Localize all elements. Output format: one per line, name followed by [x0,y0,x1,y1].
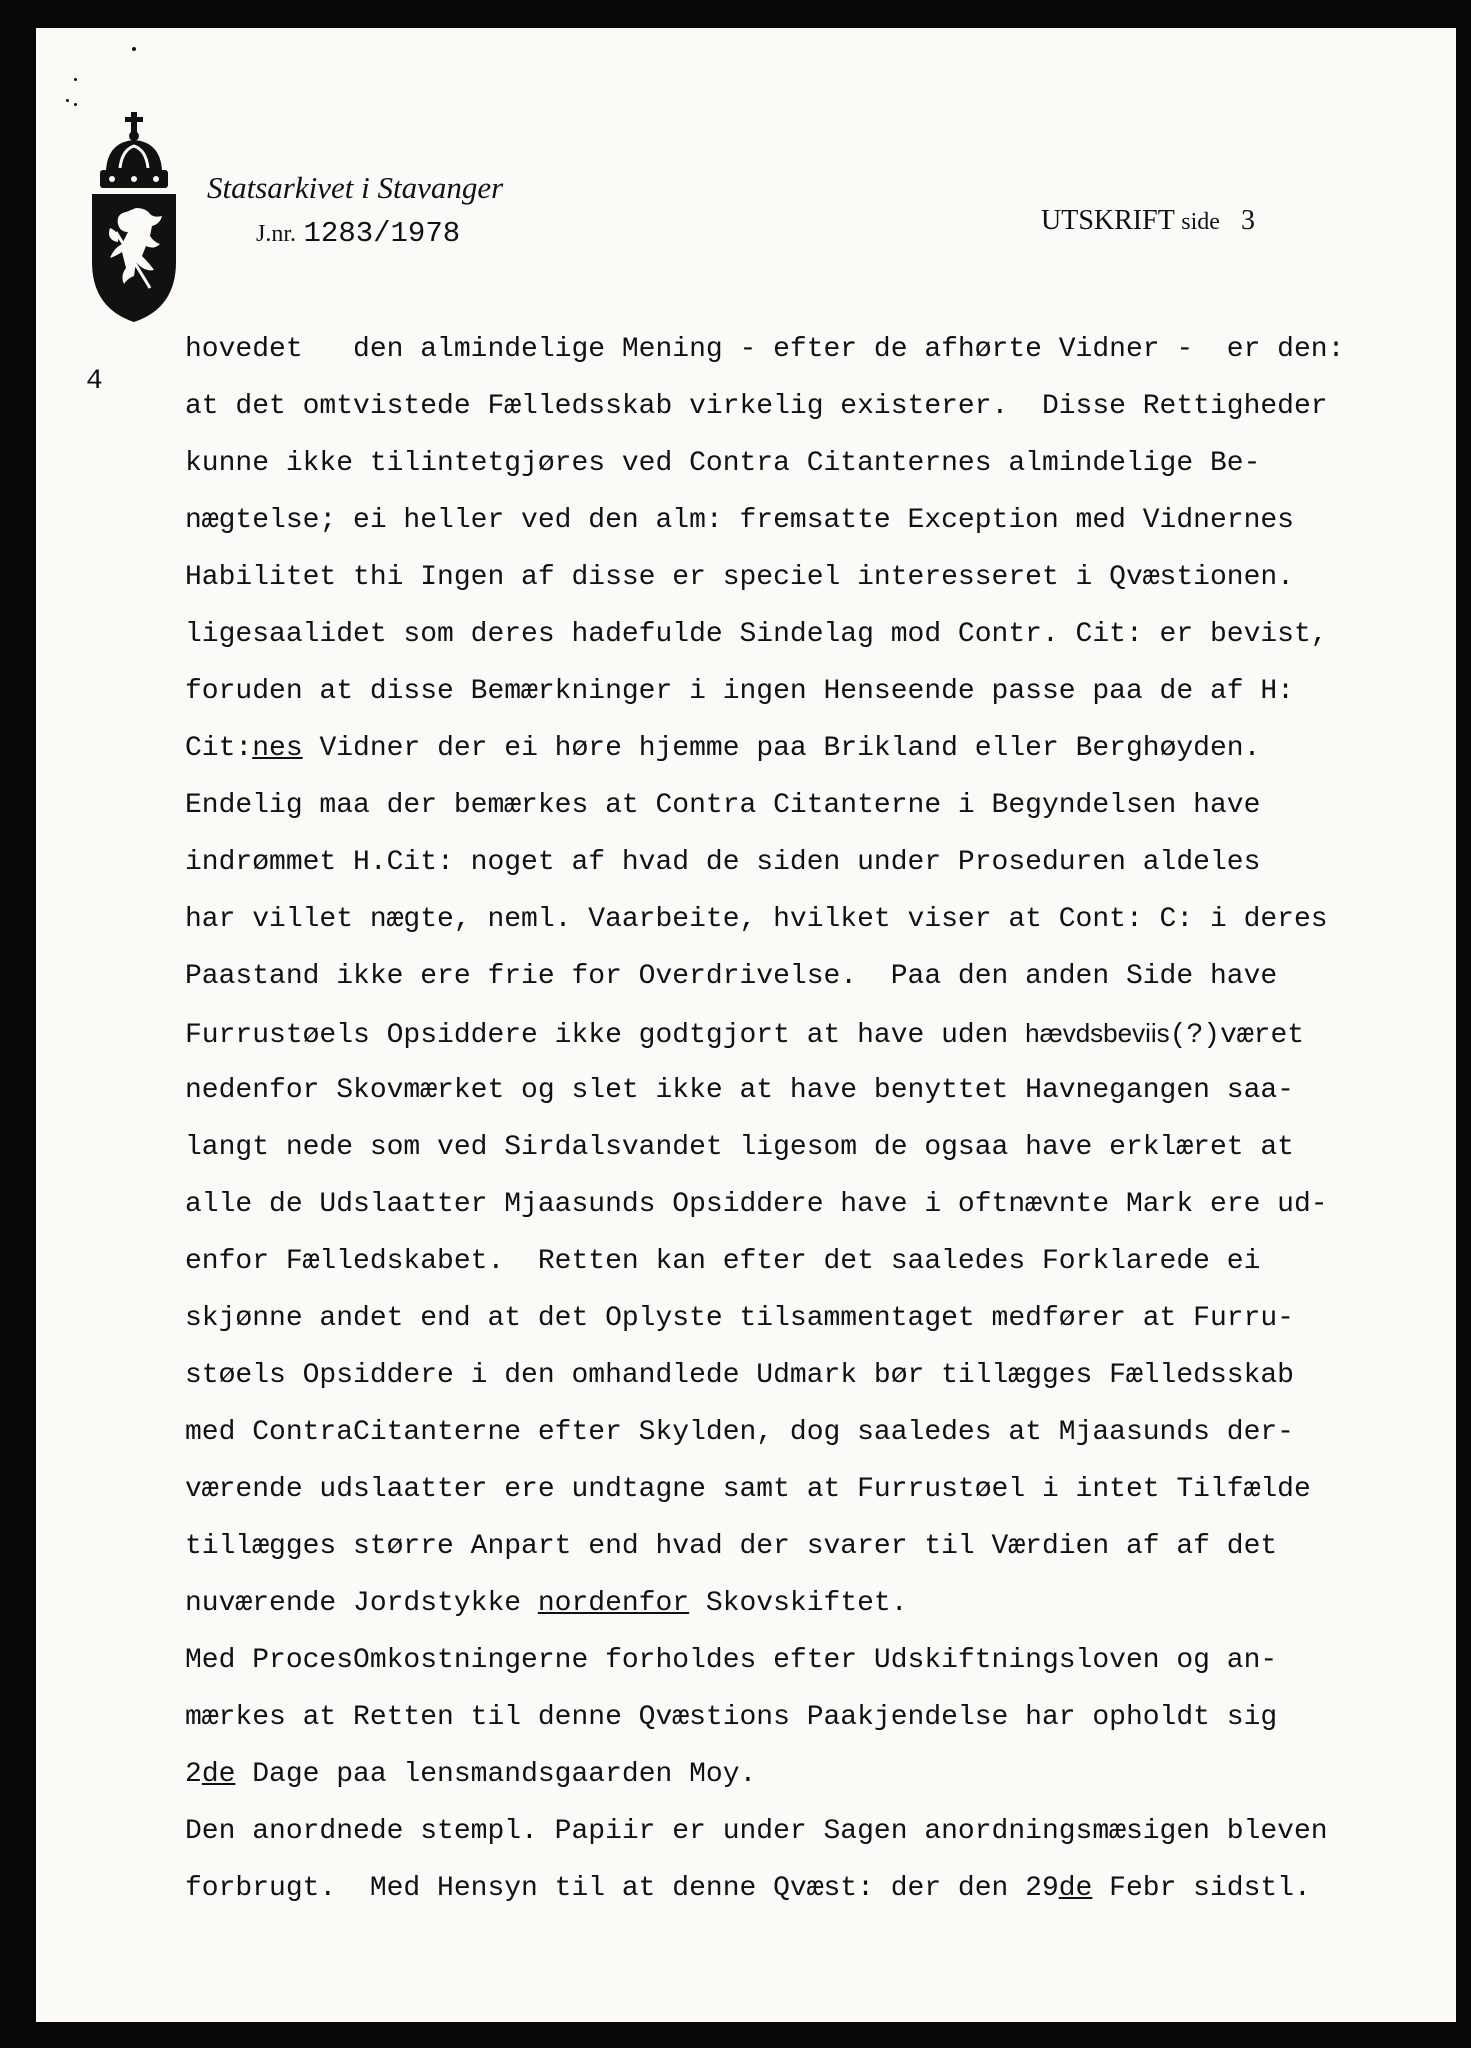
text-line: Endelig maa der bemærkes at Contra Citanterne i Begyndelsen have [185,790,1261,821]
underlined-text: nordenfor [537,1588,690,1619]
text-segment: Skovskiftet. [689,1588,908,1619]
text-line: ligesaalidet som deres hadefulde Sindelag mod Contr. Cit: er bevist, [185,619,1328,650]
text-segment: Dage paa lensmandsgaarden Moy. [235,1759,757,1790]
text-line: at det omtvistede Fælledsskab virkelig existerer. Disse Rettigheder [185,391,1328,422]
text-line: enfor Fælledskabet. Retten kan efter det saaledes Forklarede ei [185,1246,1261,1277]
scan-speck [66,99,69,102]
scan-speck [74,78,77,81]
underlined-text: de [1058,1873,1093,1904]
text-line: foruden at disse Bemærkninger i ingen Henseende passe paa de af H: [185,676,1294,707]
text-line [185,720,1445,777]
text-segment: (?)været [1169,1020,1305,1051]
page-number: 3 [1240,205,1255,236]
text-line: støels Opsiddere i den omhandlede Udmark bør tillægges Fælledsskab [185,1360,1294,1391]
text-line: har villet nægte, neml. Vaarbeite, hvilket viser at Cont: C: i deres [185,904,1328,935]
text-segment: Vidner der ei høre hjemme paa Brikland eller Berghøyden. [302,733,1261,764]
text-line: mærkes at Retten til denne Qvæstions Paakjendelse har opholdt sig [185,1702,1278,1733]
utskrift-label: UTSKRIFT [1041,205,1175,236]
page-header-right [1041,205,1255,237]
text-line: nægtelse; ei heller ved den alm: fremsatte Exception med Vidnernes [185,505,1294,536]
text-line: langt nede som ved Sirdalsvandet ligesom de ogsaa have erklæret at [185,1132,1294,1163]
text-line [185,1005,1445,1062]
journal-number-label: J.nr. [256,221,297,247]
document-page [36,28,1456,2022]
scan-speck [74,103,77,106]
text-segment: 2 [185,1759,202,1790]
text-line [185,1746,1445,1803]
text-line: værende udslaatter ere undtagne samt at Furrustøel i intet Tilfælde [185,1474,1311,1505]
text-segment: Cit: [185,733,253,764]
archive-name: Statsarkivet i Stavanger [207,170,504,205]
text-line: skjønne andet end at det Oplyste tilsammentaget medfører at Furru- [185,1303,1294,1334]
underlined-text: de [201,1759,236,1790]
journal-number [256,215,460,250]
margin-number: 4 [86,366,103,397]
text-line: alle de Udslaatter Mjaasunds Opsiddere have i oftnævnte Mark ere ud- [185,1189,1328,1220]
text-segment: Furrustøels Opsiddere ikke godtgjort at have uden [185,1020,1026,1051]
journal-number-value: 1283/1978 [303,217,461,250]
coat-of-arms-icon [86,112,182,322]
text-segment: nuværende Jordstykke [185,1588,538,1619]
transcript-body [185,321,1445,1917]
scan-speck [132,47,136,51]
side-label: side [1181,209,1220,235]
text-line: tillægges større Anpart end hvad der svarer til Værdien af af det [185,1531,1278,1562]
text-segment: Febr sidstl. [1092,1873,1311,1904]
text-line: med ContraCitanterne efter Skylden, dog saaledes at Mjaasunds der- [185,1417,1294,1448]
text-line: Den anordnede stempl. Papiir er under Sagen anordningsmæsigen bleven [185,1816,1328,1847]
text-line: nedenfor Skovmærket og slet ikke at have benyttet Havnegangen saa- [185,1075,1294,1106]
text-line: hovedet den almindelige Mening - efter de afhørte Vidner - er den: [185,334,1345,365]
underlined-text: nes [252,733,303,764]
handwritten-insert: hævdsbeviis [1025,1018,1170,1048]
text-line: indrømmet H.Cit: noget af hvad de siden under Proseduren aldeles [185,847,1261,878]
text-line: Habilitet thi Ingen af disse er speciel interesseret i Qvæstionen. [185,562,1294,593]
text-line: Paastand ikke ere frie for Overdrivelse. Paa den anden Side have [185,961,1278,992]
text-line: kunne ikke tilintetgjøres ved Contra Citanternes almindelige Be- [185,448,1261,479]
text-line: Med ProcesOmkostningerne forholdes efter Udskiftningsloven og an- [185,1645,1278,1676]
text-line [185,1575,1445,1632]
text-segment: forbrugt. Med Hensyn til at denne Qvæst: der den 29 [185,1873,1059,1904]
text-line [185,1860,1445,1917]
